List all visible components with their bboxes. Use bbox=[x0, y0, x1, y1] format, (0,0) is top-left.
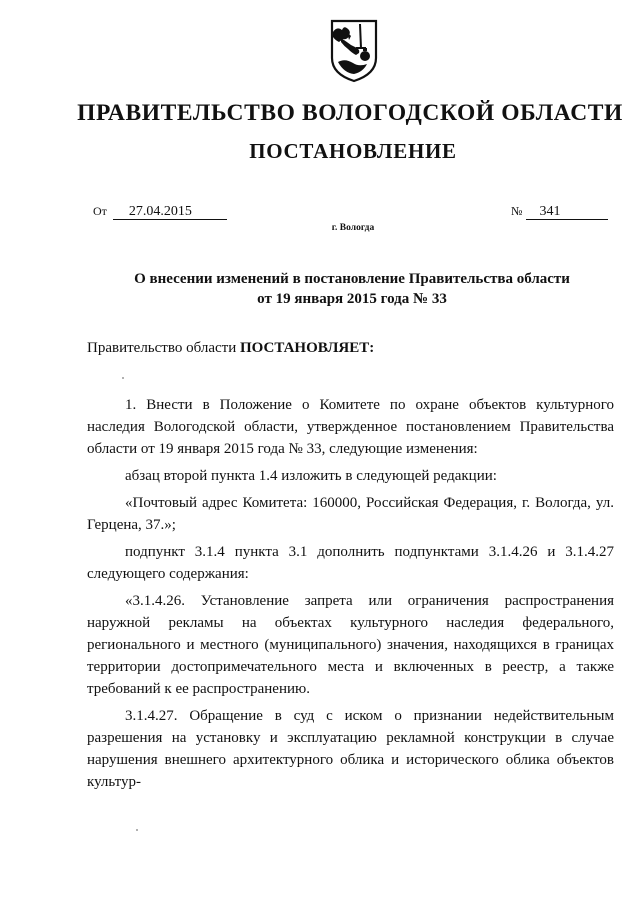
preamble-text: Правительство области bbox=[87, 340, 237, 356]
paragraph-4: подпункт 3.1.4 пункта 3.1 дополнить подпунктами 3.1.4.26 и 3.1.4.27 следующего содержания: bbox=[87, 544, 614, 582]
document-body bbox=[87, 394, 614, 798]
date-prefix: От bbox=[93, 204, 107, 218]
paragraph-1: 1. Внести в Положение о Комитете по охране объектов культурного наследия Вологодской области, утвержденное постановлением Правительства области от 19 января 2015 года № 33, следующие изменения: bbox=[87, 397, 614, 457]
document-subject bbox=[0, 269, 640, 309]
paragraph-3: «Почтовый адрес Комитета: 160000, Российская Федерация, г. Вологда, ул. Герцена, 37.»; bbox=[87, 495, 614, 533]
preamble-resolution: ПОСТАНОВЛЯЕТ: bbox=[239, 340, 375, 356]
scan-speck bbox=[136, 829, 138, 831]
number-value: 341 bbox=[526, 204, 608, 220]
date-value: 27.04.2015 bbox=[113, 204, 227, 220]
document-type-title: ПОСТАНОВЛЕНИЕ bbox=[249, 139, 457, 163]
document-date bbox=[93, 204, 227, 220]
city-label: г. Вологда bbox=[331, 223, 375, 233]
paragraph-6: 3.1.4.27. Обращение в суд с иском о признании недействительным разрешения на установку и эксплуатацию рекламной конструкции в случае нарушения внешнего архитектурного облика и исторического облика объектов культур- bbox=[87, 708, 614, 790]
number-prefix: № bbox=[511, 204, 523, 218]
government-title: ПРАВИТЕЛЬСТВО ВОЛОГОДСКОЙ ОБЛАСТИ bbox=[77, 100, 623, 126]
subject-line-2: от 19 января 2015 года № 33 bbox=[257, 291, 447, 307]
subject-line-1: О внесении изменений в постановление Правительства области bbox=[134, 271, 570, 287]
paragraph-5: «3.1.4.26. Установление запрета или ограничения распространения наружной рекламы на объектах культурного наследия федерального, регионального и местного (муниципального) значения, находящихся в границах территории достопримечательного места и включенных в реестр, а также требований к ее распространению. bbox=[87, 593, 614, 697]
scan-speck bbox=[122, 377, 124, 379]
preamble bbox=[87, 340, 374, 357]
vologda-coat-of-arms-icon bbox=[329, 18, 379, 84]
paragraph-2: абзац второй пункта 1.4 изложить в следующей редакции: bbox=[125, 468, 497, 484]
document-number bbox=[511, 204, 608, 220]
